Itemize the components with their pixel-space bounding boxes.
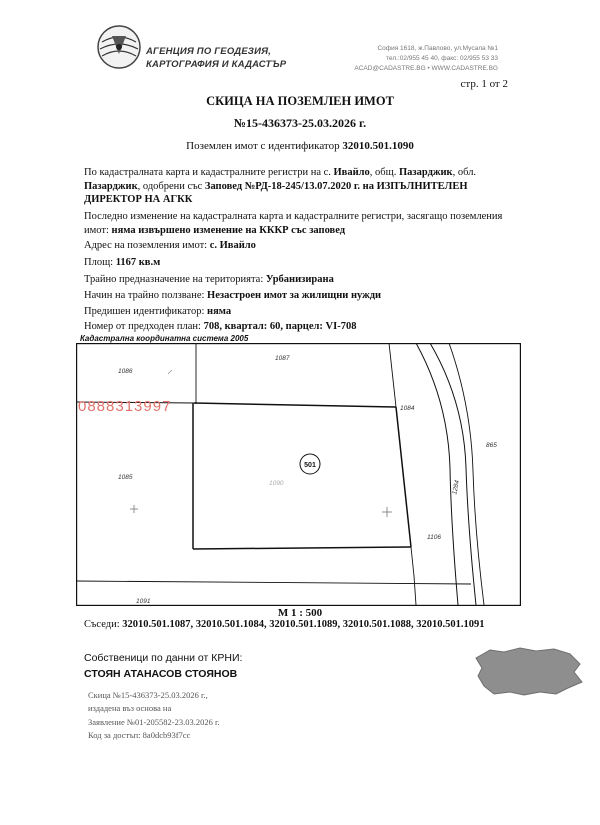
subject-right-boundary [396,407,411,547]
contact-address: София 1618, ж.Павлово, ул.Мусала №1 [377,45,498,52]
neighbors-value: 32010.501.1087, 32010.501.1084, 32010.501.1089, 32010.501.1088, 32010.501.1091 [122,619,485,630]
agency-name-line1: АГЕНЦИЯ ПО ГЕОДЕЗИЯ, [146,46,272,57]
purpose-line [84,274,524,285]
parcel-label-1106: 1106 [427,534,441,541]
boundary-1106 [411,547,416,605]
p1-text-c: , обл. [452,167,477,178]
coordinate-system-label: Кадастрална координатна система 2005 [80,334,249,343]
footer-issued-based-on: издадена въз основа на [88,703,172,713]
quarter-number-label: 501 [304,462,316,469]
neighbors-line [84,619,485,630]
p1-text-b: , общ. [369,167,399,178]
phone-watermark: 0888313997 [78,398,172,415]
parcel-label-1084: 1084 [400,405,415,412]
area-label: Площ: [84,257,116,268]
previous-identifier-value: няма [207,306,232,317]
map-scale: М 1 : 500 [277,607,323,619]
parcel-label-1085: 1085 [118,474,133,481]
owner-name: СТОЯН АТАНАСОВ СТОЯНОВ [84,668,238,680]
p1-order: Заповед №РД-18-245/13.07.2020 г. на ИЗПЪЛНИТЕЛЕН ДИРЕКТОР НА АГКК [84,180,468,205]
identifier-label: Поземлен имот с идентификатор [186,140,343,152]
road-right-edge [430,343,476,605]
p2-value: няма извършено изменение на КККР със заповед [111,224,346,236]
address-value: с. Ивайло [209,240,256,251]
footer-access-code [88,730,190,740]
cross-marker-icon [130,505,138,513]
parcel-label-1284: 1284 [451,479,462,496]
road-left-edge [416,343,458,605]
parcel-label-1087: 1087 [275,355,290,362]
access-code-value: 8a0dcb93f7cc [142,730,191,740]
purpose-label: Трайно предназначение на територията: [84,274,266,285]
boundary-1091 [76,581,471,584]
previous-plan-label: Номер от предходен план: [84,321,204,332]
area-line [84,257,524,268]
parcel-label-1091: 1091 [136,598,151,605]
footer-application: Заявление №01-205582-23.03.2026 г. [88,717,220,727]
agency-contact [330,44,498,74]
owners-label: Собственици по данни от КРНИ: [84,652,243,664]
subject-bottom-boundary [193,547,411,549]
bulgaria-map-stamp-icon [470,642,588,700]
neighbors-label: Съседи: [84,619,123,630]
boundary-1087-1084 [389,343,396,407]
identifier-value: 32010.501.1090 [342,140,414,152]
previous-plan-line [84,321,524,332]
use-label: Начин на трайно ползване: [84,290,208,301]
p1-region: Пазарджик [84,180,138,192]
document-title: СКИЦА НА ПОЗЕМЛЕН ИМОТ [206,94,394,108]
subject-top-boundary [194,403,396,407]
contact-phone: тел.:02/955 45 40, факс: 02/955 53 33 [386,55,498,62]
previous-plan-value: 708, квартал: 60, парцел: VI-708 [203,321,357,332]
agency-name-line2: КАРТОГРАФИЯ И КАДАСТЪР [146,59,287,70]
agency-name [146,45,286,71]
agency-logo-icon [96,24,142,70]
parcel-identifier [0,140,600,152]
address-line [84,240,524,251]
last-change-paragraph [84,210,524,237]
parcel-label-1090: 1090 [269,480,284,487]
previous-identifier-label: Предишен идентификатор: [84,306,208,317]
use-line [84,290,524,301]
page-number: стр. 1 от 2 [460,78,508,90]
map-frame [77,344,521,606]
access-code-label: Код за достъп: [88,730,143,740]
p1-municipality: Пазарджик [398,167,453,178]
contact-web: ACAD@CADASTRE.BG • WWW.CADASTRE.BG [354,65,498,72]
p1-text-d: , одобрени със [137,180,205,192]
area-value: 1167 кв.м [115,257,161,268]
footer-sketch-number: Скица №15-436373-25.03.2026 г., [88,690,208,700]
parcel-label-865: 865 [486,442,497,449]
document-number: №15-436373-25.03.2026 г. [233,116,367,130]
cross-marker-icon [382,507,392,517]
p1-village: Ивайло [333,167,370,178]
p2-text: Последно изменение на кадастралната карта и кадастралните регистри, засягащо поземления имот: [84,211,503,236]
parcel-label-1086: 1086 [118,368,133,375]
previous-identifier-line [84,306,524,317]
parcel-map [76,343,521,606]
purpose-value: Урбанизирана [265,274,334,285]
use-value: Незастроен имот за жилищни нужди [207,290,382,301]
leader-line [168,370,172,374]
address-label: Адрес на поземления имот: [84,240,210,251]
p1-text-a: По кадастралната карта и кадастралните регистри на с. [84,167,334,178]
cadastral-map-paragraph [84,166,524,207]
